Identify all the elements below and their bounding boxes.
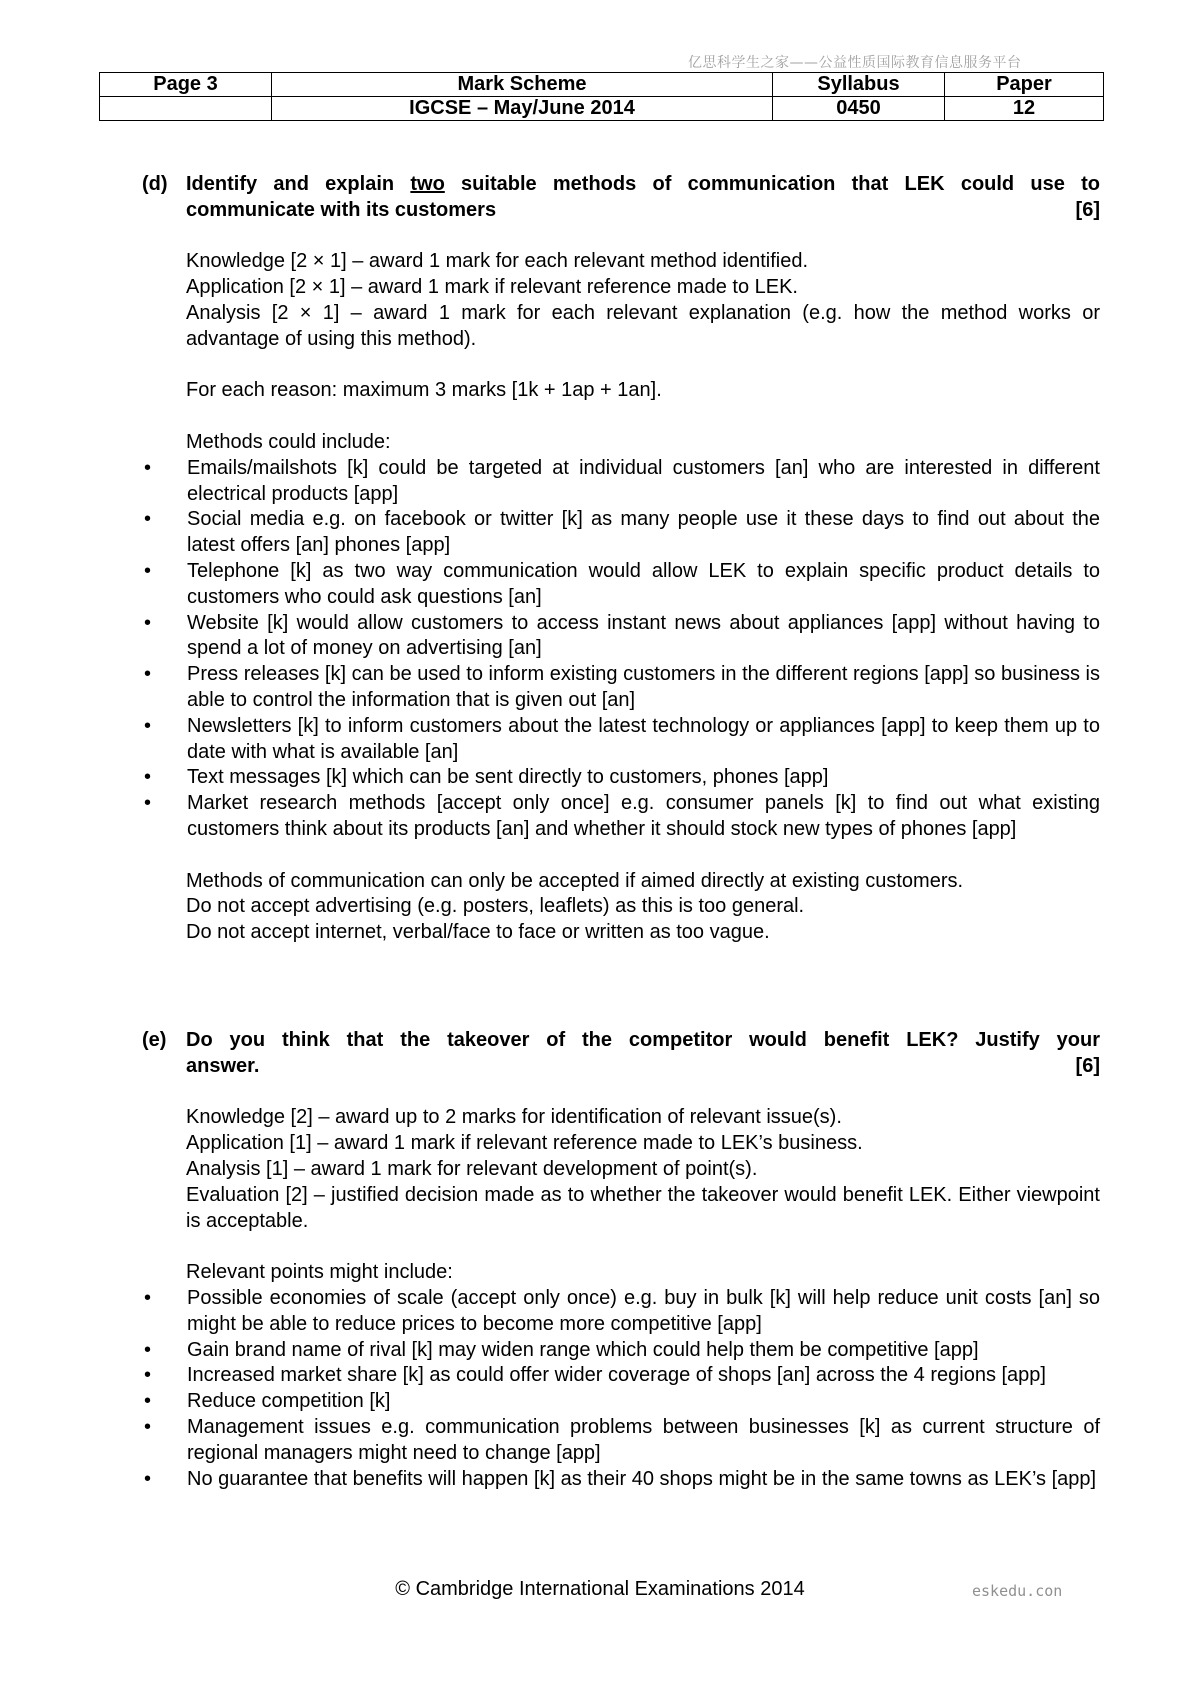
bullet-icon: • (144, 1364, 152, 1387)
marks-label: [6] (1075, 1054, 1100, 1077)
question-text: answer. (186, 1054, 260, 1077)
document-type-cell: Mark Scheme (272, 73, 773, 97)
question-emphasis: two (410, 173, 445, 195)
points-list (142, 1286, 1100, 1492)
note: Do not accept internet, verbal/face to face or written as too vague. (186, 921, 770, 944)
list-item: • Reduce competition [k] (142, 1389, 1100, 1415)
list-item: • Social media e.g. on facebook or twitter [k] as many people use it these days to find out about the latest offers [an] phones [app] (142, 507, 1100, 559)
methods-list (142, 456, 1100, 843)
list-item: • No guarantee that benefits will happen [k] as their 40 shops might be in the same towns as LEK’s [app] (142, 1467, 1100, 1493)
section-d (142, 172, 1100, 946)
bullet-icon: • (144, 1390, 152, 1413)
question-e (142, 1028, 1100, 1080)
bullet-icon: • (144, 611, 152, 634)
list-item: • Increased market share [k] as could offer wider coverage of shops [an] across the 4 regions [app] (142, 1363, 1100, 1389)
list-item: • Telephone [k] as two way communication would allow LEK to explain specific product details to customers who could ask questions [an] (142, 559, 1100, 611)
syllabus-label-cell: Syllabus (773, 73, 945, 97)
criterion: Knowledge [2] – award up to 2 marks for identification of relevant issue(s). (186, 1106, 842, 1129)
bullet-icon: • (144, 456, 152, 479)
watermark-text: 亿思科学生之家——公益性质国际教育信息服务平台 (688, 55, 1022, 71)
list-item: • Management issues e.g. communication problems between businesses [k] as current structure of regional managers might need to change [app] (142, 1415, 1100, 1467)
bullet-icon: • (144, 1415, 152, 1438)
criterion: Knowledge [2 × 1] – award 1 mark for each relevant method identified. (186, 250, 809, 273)
paper-label-cell: Paper (945, 73, 1104, 97)
bullet-icon: • (144, 766, 152, 789)
criteria-block (186, 1105, 1100, 1286)
header-row (100, 73, 1104, 97)
bullet-icon: • (144, 508, 152, 531)
bullet-icon: • (144, 1467, 152, 1490)
header-row (100, 97, 1104, 121)
criterion: Analysis [2 × 1] – award 1 mark for each relevant explanation (e.g. how the method works or advantage of using this method). (186, 301, 1100, 350)
bullet-icon: • (144, 714, 152, 737)
list-item: • Possible economies of scale (accept only once) e.g. buy in bulk [k] will help reduce unit costs [an] so might be able to reduce prices to become more competitive [app] (142, 1286, 1100, 1338)
question-d (142, 172, 1100, 224)
note: Methods of communication can only be accepted if aimed directly at existing customers. (186, 869, 964, 892)
list-item: • Gain brand name of rival [k] may widen range which could help them be competitive [app] (142, 1338, 1100, 1364)
marks-label: [6] (1075, 198, 1100, 221)
criterion: Analysis [1] – award 1 mark for relevant development of point(s). (186, 1157, 758, 1180)
list-item: • Newsletters [k] to inform customers about the latest technology or appliances [app] to keep them up to date with what is available [an] (142, 714, 1100, 766)
bullet-icon: • (144, 792, 152, 815)
notes-block (186, 869, 1100, 946)
criterion: Evaluation [2] – justified decision made as to whether the takeover would benefit LEK. Either viewpoint is acceptable. (186, 1183, 1100, 1232)
max-marks-note: For each reason: maximum 3 marks [1k + 1ap + 1an]. (186, 379, 662, 402)
criteria-block (186, 249, 1100, 455)
question-letter: (d) (142, 173, 168, 195)
bullet-icon: • (144, 663, 152, 686)
question-text: Identify and explain (186, 173, 411, 195)
header-table (99, 72, 1104, 121)
criterion: Application [1] – award 1 mark if relevant reference made to LEK’s business. (186, 1132, 863, 1155)
bullet-icon: • (144, 559, 152, 582)
question-letter: (e) (142, 1029, 167, 1051)
paper-number-cell: 12 (945, 97, 1104, 121)
exam-session-cell: IGCSE – May/June 2014 (272, 97, 773, 121)
list-intro: Methods could include: (186, 430, 391, 453)
syllabus-code-cell: 0450 (773, 97, 945, 121)
section-e (142, 1028, 1100, 1492)
site-watermark: eskedu.con (972, 1582, 1063, 1600)
list-item: • Press releases [k] can be used to inform existing customers in the different regions [app] so business is able to control the information that is given out [an] (142, 662, 1100, 714)
empty-cell (100, 97, 272, 121)
bullet-icon: • (144, 1286, 152, 1309)
page-number-cell: Page 3 (100, 73, 272, 97)
question-text: Do you think that the takeover of the competitor would benefit LEK? Justify your (186, 1029, 1100, 1051)
list-intro: Relevant points might include: (186, 1261, 453, 1284)
question-text: suitable methods of communication that LEK could use to (444, 173, 1100, 195)
bullet-icon: • (144, 1338, 152, 1361)
list-item: • Text messages [k] which can be sent directly to customers, phones [app] (142, 765, 1100, 791)
list-item: • Emails/mailshots [k] could be targeted at individual customers [an] who are interested in different electrical products [app] (142, 456, 1100, 508)
list-item: • Market research methods [accept only once] e.g. consumer panels [k] to find out what existing customers think about its products [an] and whether it should stock new types of phones [app] (142, 791, 1100, 843)
list-item: • Website [k] would allow customers to access instant news about appliances [app] without having to spend a lot of money on advertising [an] (142, 611, 1100, 663)
criterion: Application [2 × 1] – award 1 mark if relevant reference made to LEK. (186, 276, 798, 299)
note: Do not accept advertising (e.g. posters, leaflets) as this is too general. (186, 895, 805, 918)
copyright-footer: © Cambridge International Examinations 2014 (395, 1578, 805, 1600)
question-text: communicate with its customers (186, 198, 497, 221)
